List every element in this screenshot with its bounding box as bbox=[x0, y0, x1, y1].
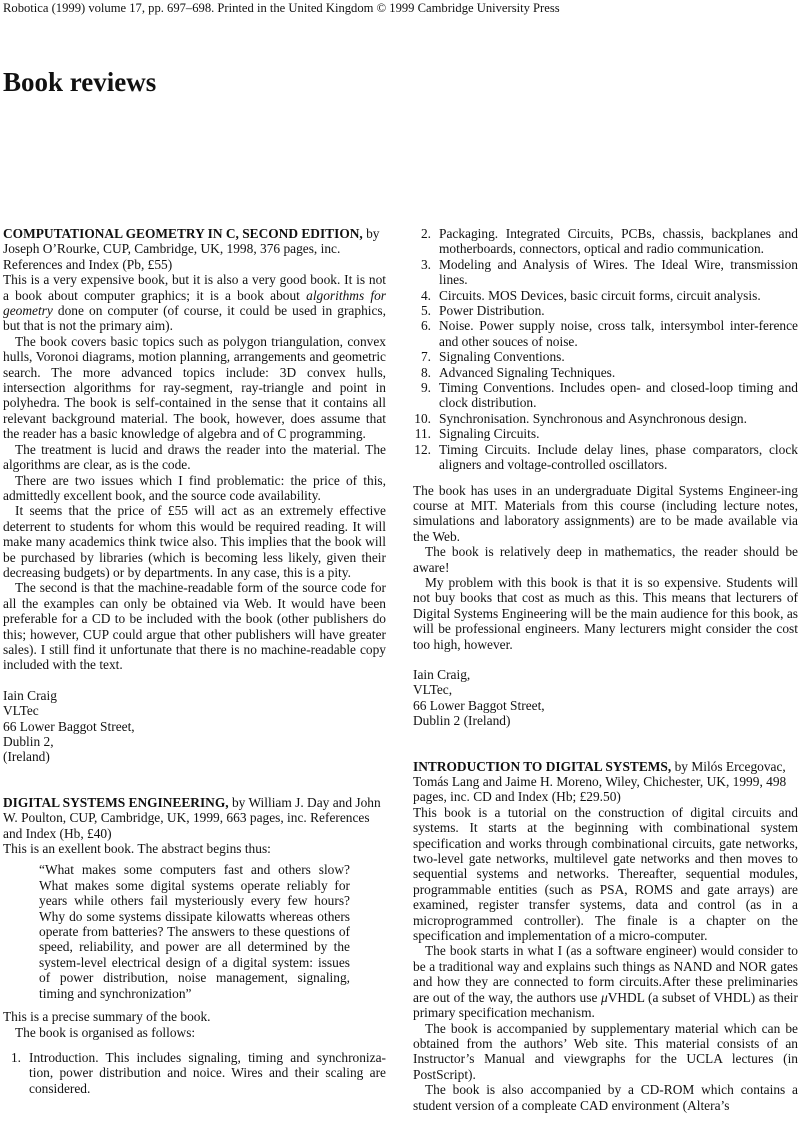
list-number: 6. bbox=[420, 318, 431, 334]
list-number: 9. bbox=[420, 380, 431, 396]
review2-title: DIGITAL SYSTEMS ENGINEERING, bbox=[3, 794, 229, 810]
journal-header: Robotica (1999) volume 17, pp. 697–698. Printed in the United Kingdom © 1999 Cambridge University Press bbox=[3, 1, 560, 15]
review2-paragraph: This is a precise summary of the book. bbox=[3, 1009, 211, 1025]
list-text: Power Distribution. bbox=[439, 303, 545, 319]
list-item bbox=[413, 426, 798, 441]
review1-paragraph: It seems that the price of £55 will act as an extremely effective deterrent to students for whom this would be required reading. It will make many academics think twice also. This implies that the book will be purchased by libraries (which is becoming less likely, given their decreasing budgets) or by departments. In any case, this is a pity. bbox=[3, 503, 386, 580]
list-item bbox=[413, 380, 798, 411]
list-item bbox=[413, 288, 798, 303]
list-number: 5. bbox=[420, 303, 431, 319]
list-number: 4. bbox=[420, 287, 431, 303]
list-text: Signaling Conventions. bbox=[439, 349, 565, 365]
review3-paragraph: The book is accompanied by supplementary material which can be obtained from the authors’ Web site. This material consists of an Instructor’s Manual and viewgraphs for the UCLA lectures (in PostScript). bbox=[413, 1020, 798, 1082]
list-number: 8. bbox=[420, 364, 431, 380]
review1-paragraph: The treatment is lucid and draws the reader into the material. The algorithms are clear, as is the code. bbox=[3, 441, 386, 473]
list-item bbox=[3, 1050, 386, 1096]
review2-reviewer bbox=[413, 667, 798, 729]
review2-biblio: by William J. Day and John W. Poulton, CUP, Cambridge, UK, 1999, 663 pages, inc. References and Index (Hb, £40) bbox=[3, 794, 381, 841]
list-item bbox=[413, 303, 798, 318]
list-text: Signaling Circuits. bbox=[439, 426, 540, 442]
review2-paragraph: The book has uses in an undergraduate Digital Systems Engineer-ing course at MIT. Materials from this course (including lecture notes, simulations and laboratory assignments) are to be made available via the Web. bbox=[413, 482, 798, 544]
reviewer-line: Dublin 2, bbox=[3, 734, 54, 749]
review3-p2-mu: μ bbox=[600, 989, 608, 1005]
review1-biblio: by Joseph O’Rourke, CUP, Cambridge, UK, 1998, 376 pages, inc. References and Index (Pb, £55) bbox=[3, 226, 380, 272]
list-item bbox=[413, 349, 798, 364]
review3-p2-text-end: VHDL (a subset of VHDL) as their primary specification mechanism. bbox=[413, 989, 798, 1021]
review2-contents-list-continued bbox=[413, 226, 798, 473]
list-number: 12. bbox=[414, 441, 431, 457]
review2-contents-list bbox=[3, 1050, 386, 1096]
review2-paragraph: The book is organised as follows: bbox=[15, 1024, 196, 1040]
reviewer-line: VLTec bbox=[3, 703, 39, 719]
right-column bbox=[413, 226, 798, 1113]
list-text: Modeling and Analysis of Wires. The Ideal Wire, transmission lines. bbox=[439, 256, 798, 288]
review3-paragraph bbox=[413, 943, 798, 1020]
review1-reviewer bbox=[3, 688, 386, 765]
review1-p1-text: This is a very expensive book, but it is also a very good book. It is not a book about computer graphics; it is a book about bbox=[3, 272, 386, 303]
list-text: Synchronisation. Synchronous and Asynchronous design. bbox=[439, 410, 747, 426]
review2-quote: “What makes some computers fast and others slow? What makes some digital systems operate reliably for years while others fail mysteriously every few hours? Why do some systems dissipate kilowatts whereas others operate from batteries? The answers to these questions of speed, reliability, and power are all determined by the system-level electrical design of a digital system: issues of power distribution, noise management, signaling, timing and synchronization” bbox=[39, 862, 350, 1001]
left-column bbox=[3, 226, 386, 1096]
reviewer-line: Dublin 2 (Ireland) bbox=[413, 713, 511, 729]
review1-title: COMPUTATIONAL GEOMETRY IN C, SECOND EDITION, bbox=[3, 226, 363, 241]
reviewer-line: Iain Craig, bbox=[413, 666, 471, 682]
list-item bbox=[413, 226, 798, 257]
list-number: 2. bbox=[420, 226, 431, 241]
reviewer-line: VLTec, bbox=[413, 682, 453, 698]
review1-paragraph bbox=[3, 272, 386, 334]
reviewer-line: 66 Lower Baggot Street, bbox=[3, 718, 135, 734]
list-text: Packaging. Integrated Circuits, PCBs, chassis, backplanes and motherboards, connectors, optical and radio communication. bbox=[439, 226, 798, 257]
reviewer-line: 66 Lower Baggot Street, bbox=[413, 697, 545, 713]
review2-paragraph: The book is relatively deep in mathematics, the reader should be aware! bbox=[413, 544, 798, 575]
section-title: Book reviews bbox=[3, 67, 157, 97]
review1-p1-text-end: done on computer (of course, it could be used in graphics, but that is not the primary aim). bbox=[3, 303, 386, 334]
list-text: Timing Circuits. Include delay lines, phase comparators, clock aligners and voltage-controlled oscillators. bbox=[439, 441, 798, 473]
list-item bbox=[413, 365, 798, 380]
list-number: 1. bbox=[10, 1049, 21, 1065]
reviewer-line: Iain Craig bbox=[3, 687, 57, 703]
list-text: Circuits. MOS Devices, basic circuit forms, circuit analysis. bbox=[439, 287, 761, 303]
list-number: 10. bbox=[414, 410, 431, 426]
review2-paragraph: This is an exellent book. The abstract begins thus: bbox=[3, 841, 271, 857]
review2-paragraph: My problem with this book is that it is so expensive. Students will not buy books that cost as much as this. This means that lecturers of Digital Systems Engineering will be the main audience for this book, as will be professional engineers. Many lecturers might consider the cost too high, however. bbox=[413, 574, 798, 652]
list-item bbox=[413, 257, 798, 288]
review3-heading bbox=[413, 759, 798, 805]
review1-paragraph: The second is that the machine-readable form of the source code for all the examples can only be obtained via Web. It would have been preferable for a CD to be included with the book (other publishers do this; however, CUP could argue that other publishers will have greater sales). I still find it unfortunate that there is no machine-readable copy included with the text. bbox=[3, 580, 386, 673]
list-text: Noise. Power supply noise, cross talk, intersymbol inter-ference and other souces of noise. bbox=[439, 318, 798, 349]
list-item bbox=[413, 411, 798, 426]
review1-paragraph: The book covers basic topics such as polygon triangulation, convex hulls, Voronoi diagrams, motion planning, arrangements and geometric search. The more advanced topics include: 3D convex hulls, intersection algorithms for ray-segment, ray-triangle and point in polyhedra. The book is self-contained in the sense that it contains all relevant background material. The book, however, does assume that the reader has a basic knowledge of algebra and of C programming. bbox=[3, 333, 386, 442]
review3-title: INTRODUCTION TO DIGITAL SYSTEMS, bbox=[413, 758, 672, 774]
review3-paragraph: The book is also accompanied by a CD-ROM which contains a student version of a compleate CAD environment (Altera’s bbox=[413, 1082, 798, 1113]
review3-p2-text: The book starts in what I (as a software engineer) would consider to be a traditional way and explains such things as NAND and NOR gates and how they are connected to form circuits.After these preliminaries are out of the way, the authors use bbox=[413, 943, 798, 1005]
list-text: Timing Conventions. Includes open- and closed-loop timing and clock distribution. bbox=[439, 380, 798, 411]
review1-paragraph: There are two issues which I find problematic: the price of this, admittedly excellent book, and the source code availability. bbox=[3, 472, 386, 503]
list-text: Advanced Signaling Techniques. bbox=[439, 364, 616, 380]
review3-paragraph: This book is a tutorial on the construction of digital circuits and systems. It starts at the beginning with combinational system specification and works through combinational circuits, gate networks, two-level gate networks, multilevel gate networks and then moves to sequential systems and networks. Thereafter, sequential modules, programmable entities (such as PSA, ROMS and gate arrays) are examined, register transfer systems, data and control (as in a microprogrammed controller). The finale is a chapter on the specification and implementation of a micro-computer. bbox=[413, 804, 798, 944]
list-number: 3. bbox=[420, 256, 431, 272]
reviewer-line: (Ireland) bbox=[3, 749, 50, 765]
review1-heading bbox=[3, 226, 386, 272]
review3-biblio: by Milós Ercegovac, Tomás Lang and Jaime H. Moreno, Wiley, Chichester, UK, 1999, 498 pages, inc. CD and Index (Hb; £29.50) bbox=[413, 758, 787, 805]
review2-heading bbox=[3, 795, 386, 841]
list-number: 7. bbox=[420, 349, 431, 365]
list-text: Introduction. This includes signaling, timing and synchroniza-tion, power distribution and noice. Wires and their scaling are considered. bbox=[29, 1049, 386, 1096]
list-item bbox=[413, 318, 798, 349]
review1-p1-emphasis: algorithms for geometry bbox=[3, 287, 387, 319]
list-number: 11. bbox=[414, 426, 431, 442]
list-item bbox=[413, 442, 798, 473]
